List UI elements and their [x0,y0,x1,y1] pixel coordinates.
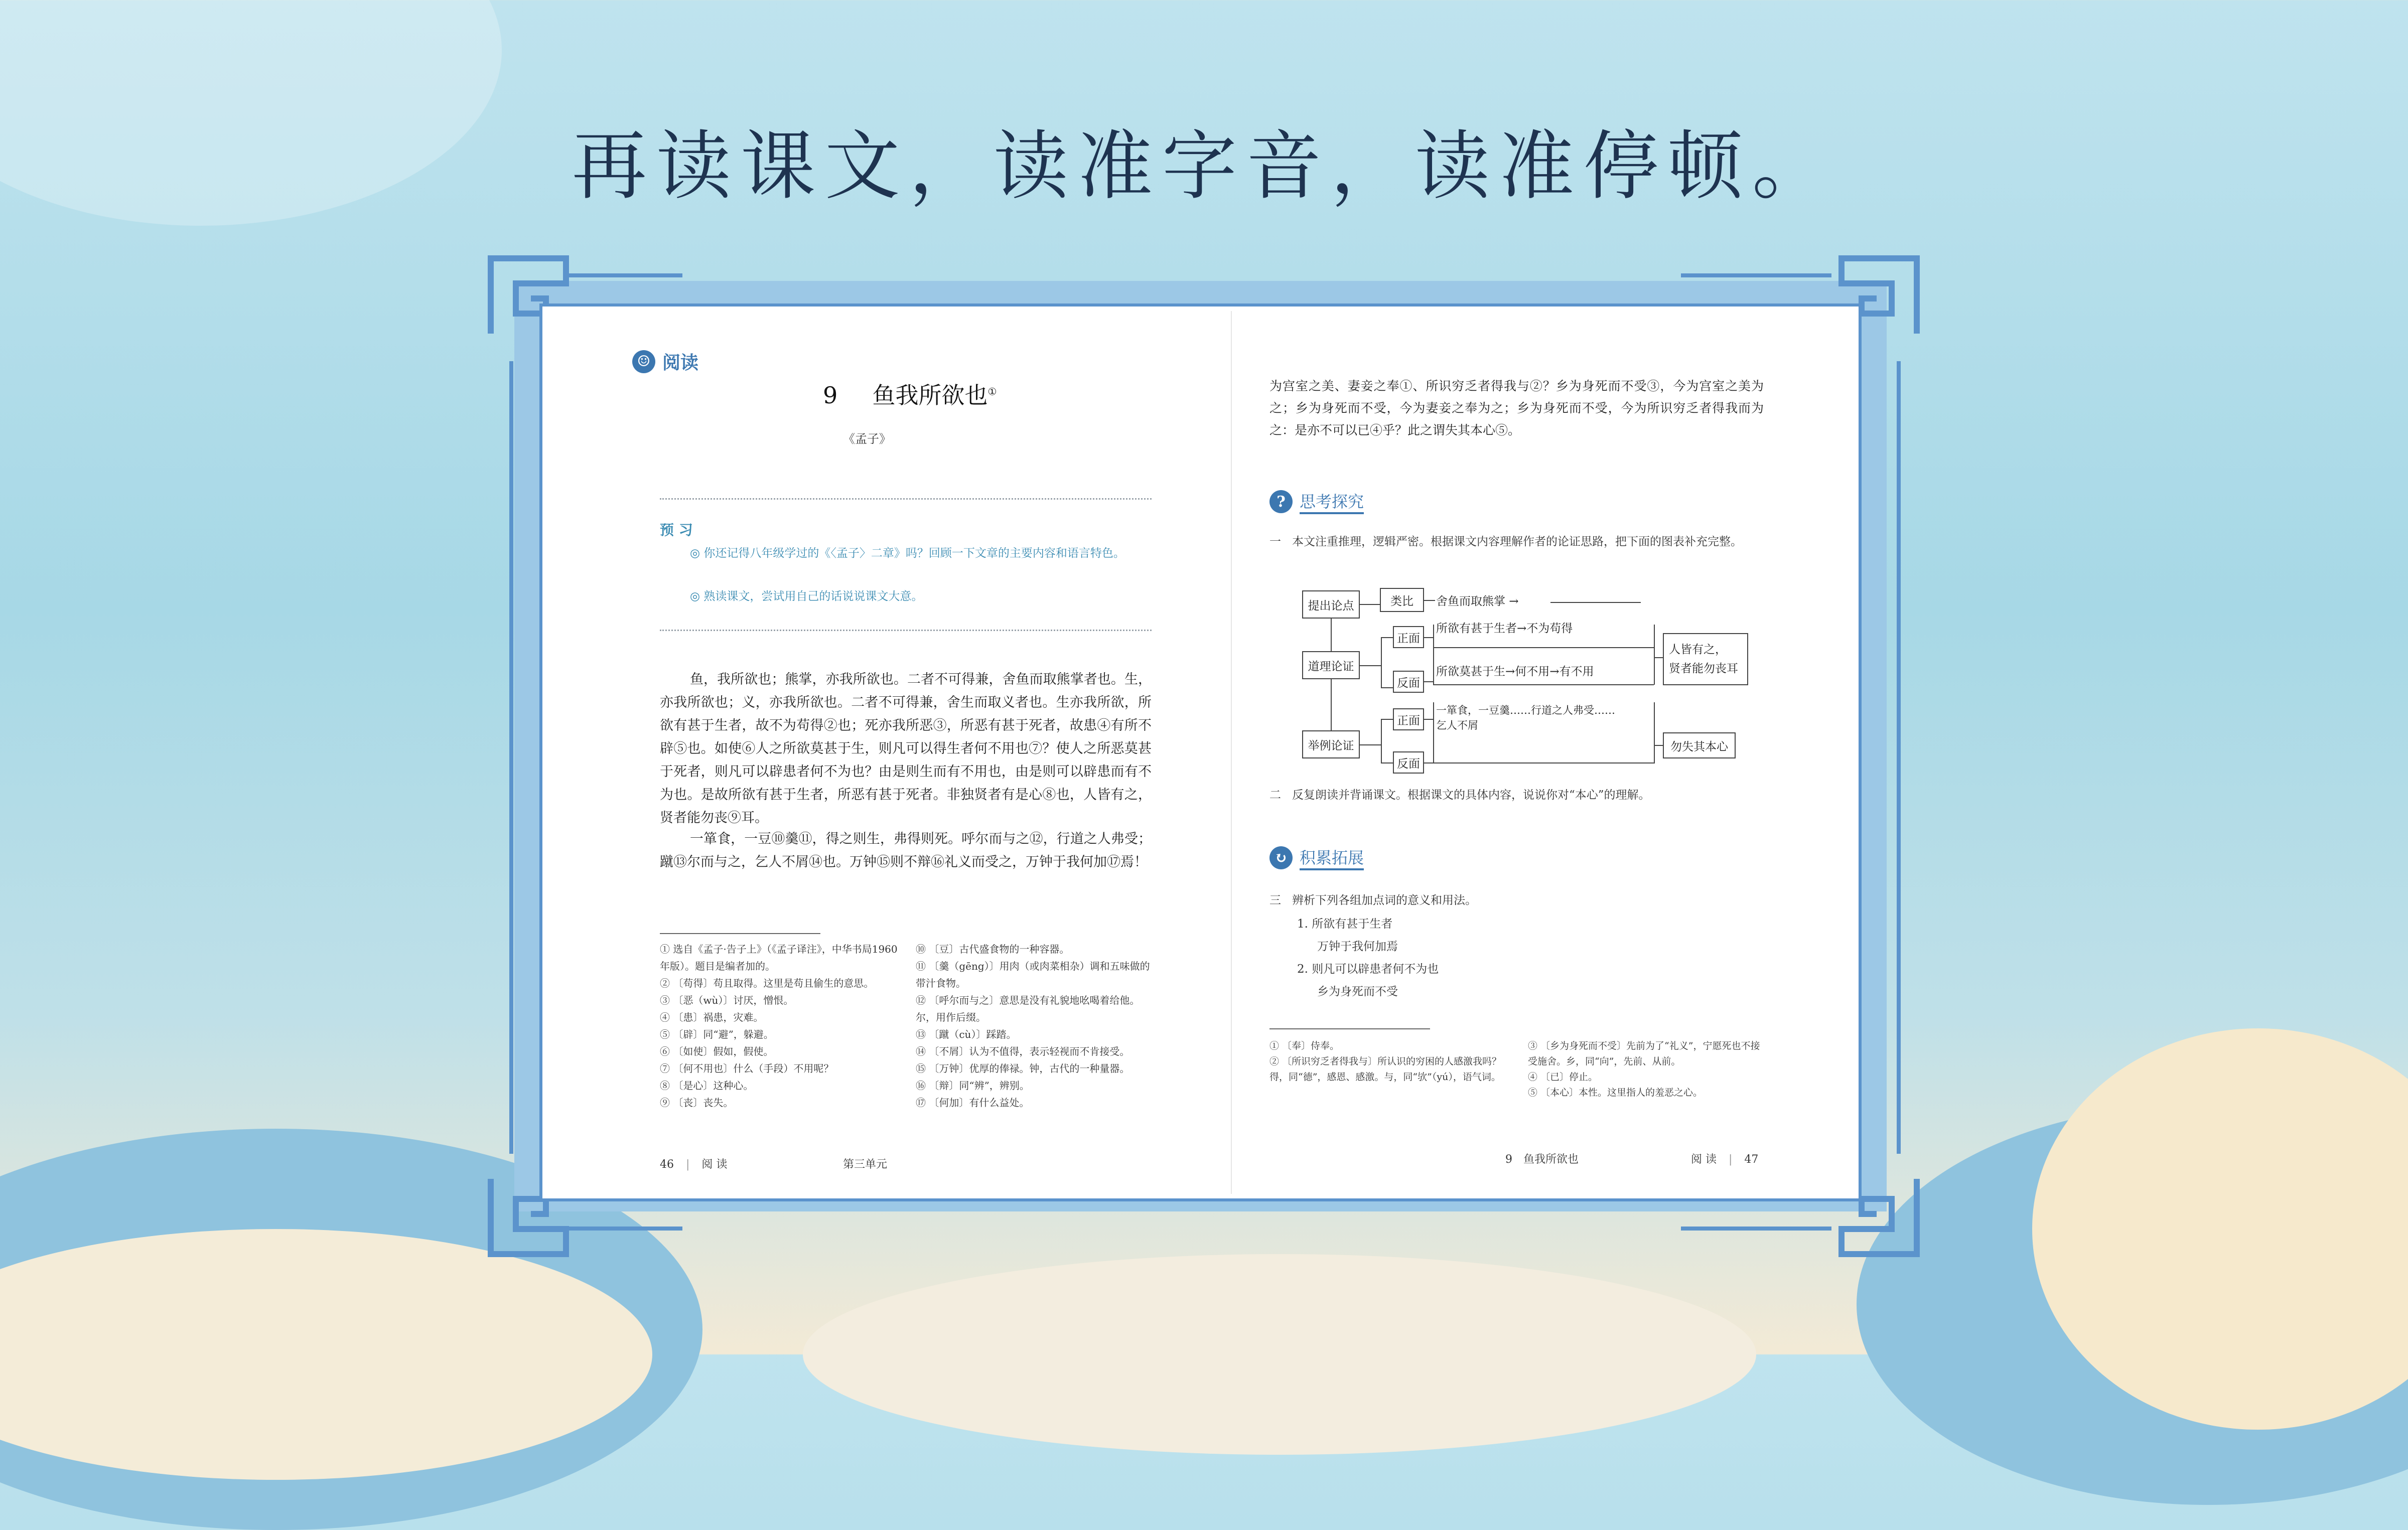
footnote: ⑬ 〔蹴（cù）〕踩踏。 [916,1028,1017,1040]
footnote: ⑤ 〔辟〕同“避”，躲避。 [660,1028,774,1040]
preview-item-2: ◎ 熟读课文，尝试用自己的话说说课文大意。 [690,590,923,603]
question-1-text: 本文注重推理，逻辑严密。根据课文内容理解作者的论证思路，把下面的图表补充完整。 [1292,535,1742,548]
diagram-result-1-line-1: 人皆有之， [1669,643,1727,656]
question-icon: ? [1269,490,1293,513]
question-3 [1269,890,1764,910]
diagram-negative-box-2: 反面 [1393,751,1424,774]
right-footer: 阅 读 | 47 [1691,1151,1758,1168]
frame-line-top-right [1681,273,1831,277]
footer-unit: 第三单元 [843,1158,888,1171]
frame-line-top-left [567,273,682,277]
footnote-rule-left [660,933,820,934]
diagram-result-box-1 [1663,633,1748,685]
diagram-analogy-box: 类比 [1380,588,1424,612]
diagram-reasoning-box: 道理论证 [1302,651,1360,679]
accum-heading: 积累拓展 [1300,845,1364,870]
frame-line-bottom-left [567,1227,682,1231]
diagram-positive-box-2: 正面 [1393,708,1424,730]
diagram-positive-box-1: 正面 [1393,626,1424,648]
question-3-number: 三 [1269,894,1281,907]
footnote: ⑨ 〔丧〕丧失。 [660,1097,734,1109]
lesson-number: 9 [823,382,838,409]
refresh-icon: ↻ [1269,846,1293,869]
diagram-example-box: 举例论证 [1302,730,1360,758]
footnotes-right-column-2 [1528,1038,1769,1101]
footnote: ① 选自《孟子·告子上》（《孟子译注》，中华书局1960年版）。题目是编者加的。 [660,943,898,972]
diagram-negative-box-1: 反面 [1393,671,1424,693]
question-3-item: 万钟于我何加焉 [1317,940,1398,953]
footnotes-right-column-1 [1269,1038,1510,1085]
question-3-item: 2. 则凡可以辟患者何不为也 [1297,963,1439,976]
frame-line-left [509,361,513,1154]
page-number-right: 47 [1744,1153,1759,1166]
footnote: ⑦ 〔何不用也〕什么（手段）不用呢？ [660,1062,834,1075]
footnote: ⑰ 〔何加〕有什么益处。 [916,1097,1030,1109]
lesson-title-note: ① [987,385,997,398]
footnote: ⑮ 〔万钟〕优厚的俸禄。钟，古代的一种量器。 [916,1062,1130,1075]
question-2-text: 反复朗读并背诵课文。根据课文的具体内容，说说你对“本心”的理解。 [1292,789,1650,802]
frame-line-right [1897,361,1901,1154]
text-paragraph-2: 一箪食，一豆⑩羹⑪，得之则生，弗得则死。呼尔而与之⑫，行道之人弗受；蹴⑬尔而与之，乞人不屑⑭也。万钟⑮则不辩⑯礼义而受之，万钟于我何加⑰焉！ [660,831,1152,870]
question-2 [1269,785,1764,805]
preview-heading: 预 习 [660,522,693,538]
footnote: ② 〔苟得〕苟且取得。这里是苟且偷生的意思。 [660,977,874,989]
question-3-items [1297,913,1439,1003]
diagram-positive-text-1: 所欲有甚于生者→不为苟得 [1436,622,1573,635]
frame-line-bottom-right [1681,1227,1831,1231]
footnote: ② 〔所识穷乏者得我与〕所认识的穷困的人感激我吗？得，同“德”，感恩、感激。与，同“欤”（yú），语气词。 [1269,1056,1502,1083]
diagram-claim-box: 提出论点 [1302,590,1360,619]
footnote: ④ 〔患〕祸患，灾难。 [660,1011,764,1023]
diagram-positive-text-2-line-2: 乞人不屑 [1436,719,1478,731]
lesson-title [823,377,997,410]
think-heading: 思考探究 [1300,489,1364,514]
footnote: ⑪ 〔羹（gēng）〕用肉（或肉菜相杂）调和五味做的带汁食物。 [916,960,1150,989]
diagram-negative-text-1: 所欲莫甚于生→何不用→有不用 [1436,665,1594,678]
section-header-think [1269,489,1364,514]
footnote-rule-right [1269,1028,1430,1029]
preview-item-1: ◎ 你还记得八年级学过的《〈孟子〉二章》吗？回顾一下文章的主要内容和语言特色。 [690,547,1125,560]
footnote: ③ 〔乡为身死而不受〕先前为了“礼义”，宁愿死也不接受施舍。乡，同“向”，先前、从前。 [1528,1040,1760,1067]
lesson-source: 《孟子》 [843,432,891,446]
page-gutter [1231,311,1232,1194]
footnotes-left-column-1 [660,941,901,1111]
preview-divider-top [660,498,1152,500]
section-label: 阅读 [662,352,699,373]
smile-icon: ☺ [632,350,655,373]
left-footer: 46 | 阅 读 [660,1156,727,1173]
page-number-left: 46 [660,1158,674,1171]
diagram-analogy-text: 舍鱼而取熊掌 → [1436,595,1519,608]
footnote: ① 〔奉〕侍奉。 [1269,1040,1340,1051]
section-header-reading [632,349,698,374]
diagram-positive-text-2-line-1: 一箪食，一豆羹……行道之人弗受…… [1436,704,1615,716]
footnotes-left-column-2 [916,941,1157,1111]
footnote: ④ 〔已〕停止。 [1528,1072,1598,1083]
footnote: ⑫ 〔呼尔而与之〕意思是没有礼貌地吆喝着给他。尔，用作后缀。 [916,994,1140,1023]
footnote: ③ 〔恶（wù）〕讨厌，憎恨。 [660,994,794,1006]
footnote: ⑯ 〔辩〕同“辨”，辨别。 [916,1080,1030,1092]
footer-label-right: 阅 读 [1691,1153,1717,1166]
text-paragraph-1: 鱼，我所欲也；熊掌，亦我所欲也。二者不可得兼，舍鱼而取熊掌者也。生，亦我所欲也；义，亦我所欲也。二者不可得兼，舍生而取义者也。生亦我所欲，所欲有甚于生者，故不为苟得②也；死亦我所恶③，所恶有甚于死者，故患④有所不辟⑤也。如使⑥人之所欲莫甚于生，则凡可以得生者何不用也⑦？使人之所恶莫甚于死者，则凡可以辟患者何不为也？由是则生而有不用也，由是则可以辟患而有不为也。是故所欲有甚于生者，所恶有甚于死者。非独贤者有是心⑧也，人皆有之，贤者能勿丧⑨耳。 [660,672,1152,826]
question-1 [1269,532,1764,552]
question-2-number: 二 [1269,789,1281,802]
footer-lesson: 9 鱼我所欲也 [1505,1153,1579,1166]
continuation-text: 为宫室之美、妻妾之奉①、所识穷乏者得我与②？乡为身死而不受③，今为宫室之美为之；乡为身死而不受，今为妻妾之奉为之；乡为身死而不受，今为所识穷乏者得我而为之：是亦不可以已④乎？此之谓失其本心⑤。 [1269,379,1764,437]
footnote: ⑩ 〔豆〕古代盛食物的一种容器。 [916,943,1070,955]
question-1-number: 一 [1269,535,1281,548]
question-3-item: 乡为身死而不受 [1317,985,1398,998]
diagram-blank-line-2 [1433,762,1654,763]
diagram-result-1-line-2: 贤者能勿丧耳 [1669,662,1738,675]
question-3-text: 辨析下列各组加点词的意义和用法。 [1292,894,1477,907]
preview-divider-bottom [660,630,1152,631]
diagram-result-box-2: 勿失其本心 [1663,732,1736,758]
footnote: ⑧ 〔是心〕这种心。 [660,1080,754,1092]
diagram-blank-line [1550,602,1641,603]
footnote: ⑥ 〔如使〕假如，假使。 [660,1045,774,1057]
slide-title: 再读课文，读准字音，读准停顿。 [572,123,1836,210]
question-3-item: 1. 所欲有甚于生者 [1297,917,1393,931]
section-header-accumulate [1269,845,1364,870]
footnote: ⑤ 〔本心〕本性。这里指人的羞恶之心。 [1528,1087,1703,1098]
footnote: ⑭ 〔不屑〕认为不值得，表示轻视而不肯接受。 [916,1045,1130,1057]
lesson-title-text: 鱼我所欲也 [872,382,988,409]
background-cloud-bottom-center [803,1254,1756,1455]
footer-label-left: 阅 读 [701,1158,728,1171]
